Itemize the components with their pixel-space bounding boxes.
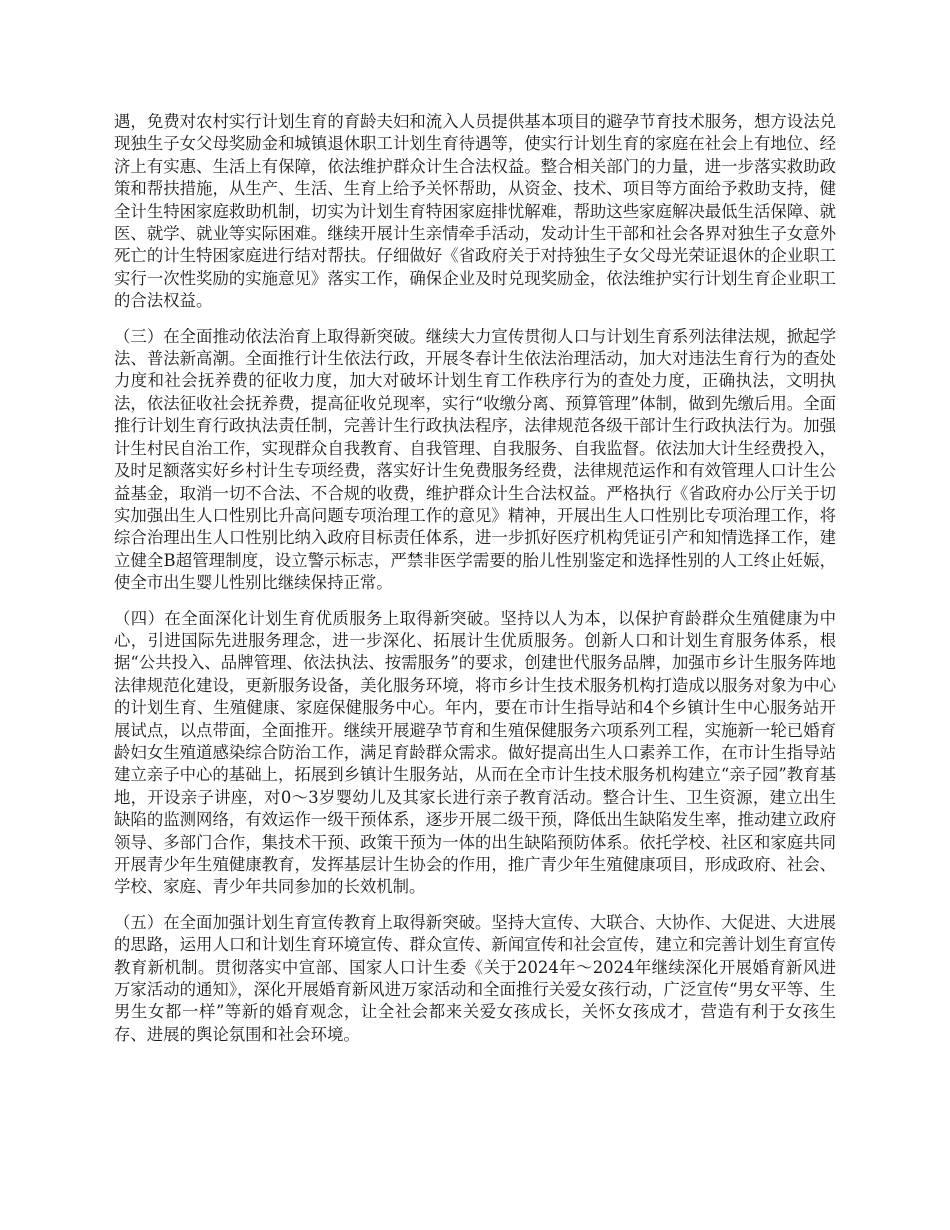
- paragraph-section-5-publicity-education: （五）在全面加强计划生育宣传教育上取得新突破。坚持大宣传、大联合、大协作、大促进、大进展的思路，运用人口和计划生育环境宣传、群众宣传、新闻宣传和社会宣传，建立和完善计划生育宣传教育新机制。贯彻落实中宣部、国家人口计生委《关于2024年～2024年继续深化开展婚育新风进万家活动的通知》，深化开展婚育新风进万家活动和全面推行关爱女孩行动，广泛宣传“男女平等、生男生女都一样”等新的婚育观念，让全社会都来关爱女孩成长，关怀女孩成才，营造有利于女孩生存、进展的舆论氛围和社会环境。: [114, 912, 836, 1044]
- document-body: [114, 111, 836, 1059]
- paragraph-section-3-legal-governance: （三）在全面推动依法治育上取得新突破。继续大力宣传贯彻人口与计划生育系列法律法规，掀起学法、普法新高潮。全面推行计生依法行政，开展冬春计生依法治理活动，加大对违法生育行为的查处力度和社会抚养费的征收力度，加大对破坏计划生育工作秩序行为的查处力度，正确执法，文明执法，依法征收社会抚养费，提高征收兑现率，实行“收缴分离、预算管理”体制，做到先缴后用。全面推行计划生育行政执法责任制，完善计生行政执法程序，法律规范各级干部计生行政执法行为。加强计生村民自治工作，实现群众自我教育、自我管理、自我服务、自我监督。依法加大计生经费投入，及时足额落实好乡村计生专项经费，落实好计生免费服务经费，法律规范运作和有效管理人口计生公益基金，取消一切不合法、不合规的收费，维护群众计生合法权益。严格执行《省政府办公厅关于切实加强出生人口性别比升高问题专项治理工作的意见》精神，开展出生人口性别比专项治理工作，将综合治理出生人口性别比纳入政府目标责任体系，进一步抓好医疗机构凭证引产和知情选择工作，建立健全B超管理制度，设立警示标志，严禁非医学需要的胎儿性别鉴定和选择性别的人工终止妊娠，使全市出生婴儿性别比继续保持正常。: [114, 326, 836, 593]
- paragraph-section-4-quality-service: （四）在全面深化计划生育优质服务上取得新突破。坚持以人为本，以保护育龄群众生殖健康为中心，引进国际先进服务理念，进一步深化、拓展计生优质服务。创新人口和计划生育服务体系，根据“公共投入、品牌管理、依法执法、按需服务”的要求，创建世代服务品牌，加强市乡计生服务阵地法律规范化建设，更新服务设备，美化服务环境，将市乡计生技术服务机构打造成以服务对象为中心的计划生育、生殖健康、家庭保健服务中心。年内，要在市计生指导站和4个乡镇计生中心服务站开展试点，以点带面，全面推开。继续开展避孕节育和生殖保健服务六项系列工程，实施新一轮已婚育龄妇女生殖道感染综合防治工作，满足育龄群众需求。做好提高出生人口素养工作，在市计生指导站建立亲子中心的基础上，拓展到乡镇计生服务站，从而在全市计生技术服务机构建立“亲子园”教育基地，开设亲子讲座，对0～3岁婴幼儿及其家长进行亲子教育活动。整合计生、卫生资源，建立出生缺陷的监测网络，有效运作一级干预体系，逐步开展二级干预，降低出生缺陷发生率，推动建立政府领导、多部门合作，集技术干预、政策干预为一体的出生缺陷预防体系。依托学校、社区和家庭共同开展青少年生殖健康教育，发挥基层计生协会的作用，推广青少年生殖健康项目，形成政府、社会、学校、家庭、青少年共同参加的长效机制。: [114, 608, 836, 897]
- paragraph-welfare-continuation: 遇，免费对农村实行计划生育的育龄夫妇和流入人员提供基本项目的避孕节育技术服务，想方设法兑现独生子女父母奖励金和城镇退休职工计划生育待遇等，使实行计划生育的家庭在社会上有地位、经济上有实惠、生活上有保障，依法维护群众计生合法权益。整合相关部门的力量，进一步落实救助政策和帮扶措施，从生产、生活、生育上给予关怀帮助，从资金、技术、项目等方面给予救助支持，健全计生特困家庭救助机制，切实为计划生育特困家庭排忧解难，帮助这些家庭解决最低生活保障、就医、就学、就业等实际困难。继续开展计生亲情牵手活动，发动计生干部和社会各界对独生子女意外死亡的计生特困家庭进行结对帮扶。仔细做好《省政府关于对持独生子女父母光荣证退休的企业职工实行一次性奖励的实施意见》落实工作，确保企业及时兑现奖励金，依法维护实行计划生育企业职工的合法权益。: [114, 112, 836, 311]
